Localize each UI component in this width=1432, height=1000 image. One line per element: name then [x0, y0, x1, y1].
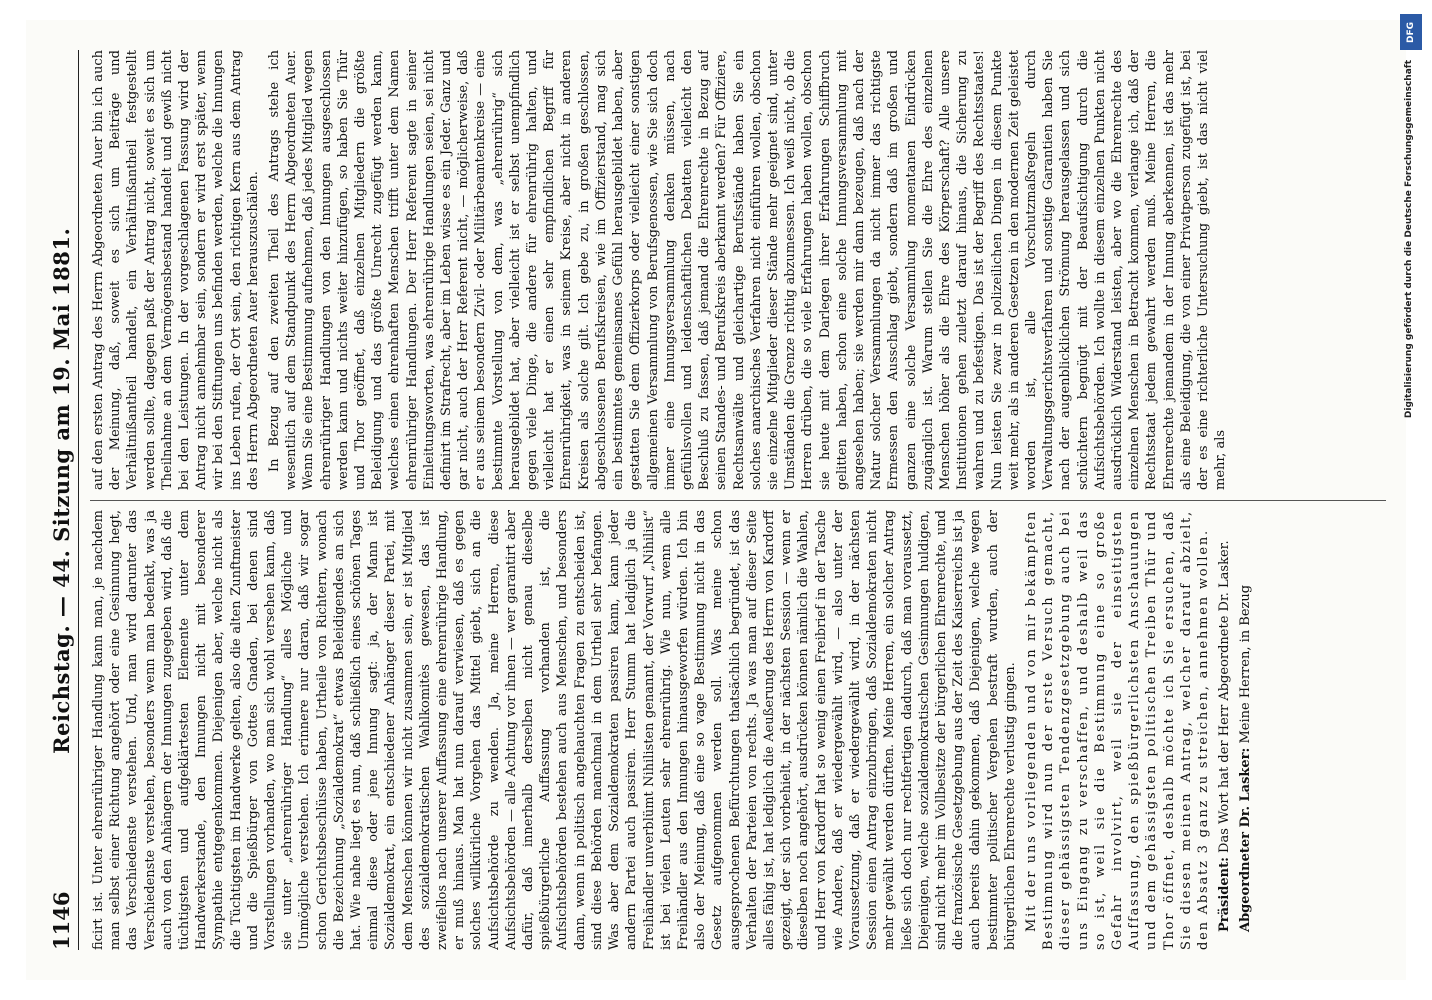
- right-column: [90, 50, 1386, 490]
- document-page: [26, 20, 1406, 980]
- digitization-credit: Digitalisierung gefördert durch die Deutsche Forschungsgemeinschaft: [1404, 60, 1414, 419]
- speaker-entry-president: [1216, 510, 1233, 950]
- running-title: Reichstag. — 44. Sitzung am 19. Mai 1881.: [48, 227, 74, 754]
- page-number: 1146: [48, 891, 74, 950]
- right-paragraph-1: auf den ersten Antrag des Herrn Abgeordneten Auer bin ich auch der Meinung, daß, soweit es sich um Beiträge und Verhältnißantheil handelt, ein Verhältnißantheil festgestellt werden sollte, dagegen paßt der Antrag nicht, soweit es sich um Theilnahme an dem Vermögensbestand handelt und gewiß nicht bei den Leistungen. In der vorgeschlagenen Fassung wird der Antrag nicht annehmbar sein, sondern er wird erst später, wenn wir bei den Stiftungen uns befinden werden, welche die Innungen ins Leben rufen, der Ort sein, den richtigen Kern aus dem Antrag des Herrn Abgeordneten Auer herauszuschälen.: [91, 50, 261, 490]
- right-paragraph-2: In Bezug auf den zweiten Theil des Antrags stehe ich wesentlich auf dem Standpunkt des Herrn Abgeordneten Auer. Wenn Sie eine Bestimmung aufnehmen, daß jedes Mitglied wegen ehrenrühriger Handlungen von den Innungen ausgeschlossen werden kann und nichts weiter hinzufügen, so haben Sie Thür und Thor geöffnet, daß einzelnen Mitgliedern die größte Beleidigung und das größte Unrecht zugefügt werden kann, welches einen ehrenhaften Menschen trifft unter dem Namen ehrenrühriger Handlungen. Der Herr Referent sagte in seiner Einleitungsworten, was ehrenrührige Handlungen seien, sei nicht definirt im Strafrecht, aber im Leben wisse es ein Jeder. Ganz und gar nicht, auch der Herr Referent nicht, — möglicherweise, daß er aus seinem besondern Zivil- oder Militärbeamtenkreise — eine bestimmte Vorstellung von dem, was „ehrenrührig“ sich herausgebildet hat, aber vielleicht ist er selbst unempfindlich gegen viele Dinge, die andere für ehrenrührig halten, und vielleicht hat er einen sehr empfindlichen Begriff für Ehrenrührigkeit, was in seinem Kreise, aber nicht in anderen Kreisen als solche gilt. Ich gebe zu, in großen geschlossen, abgeschlossenen Berufskreisen, wie im Offizierstand, mag sich ein bestimmtes gemeinsames Gefühl herausgebildet haben, aber gestatten Sie dem Offizierkorps oder vielleicht einer sonstigen allgemeinen Versammlung von Berufsgenossen, wie Sie sich doch immer eine Innungsversammlung denken müssen, nach gefühlsvollen und leidenschaftlichen Debatten vielleicht den Beschluß zu fassen, daß jemand die Ehrenrechte in Bezug auf seinen Standes- und Berufskreis aberkannt werden? Für Offiziere, Rechtsanwälte und gleichartige Berufsstände haben Sie ein solches anarchisches Verfahren nicht einführen wollen, obschon sie einzelne Mitglieder dieser Stände mehr geeignet sind, unter Umständen die Grenze richtig abzumessen. Ich weiß nicht, ob die Herren drüben, die so viele Erfahrungen haben wollen, obschon sie heute mit dem Darlegen ihrer Erfahrungen Schiffbruch gelitten haben, schon eine solche Innungsversammlung mit angesehen haben; sie werden mir dann bezeugen, daß nach der Natur solcher Versammlungen da nicht immer das richtigste Ermessen den Ausschlag giebt, sondern daß im großen und ganzen eine solche Versammlung momentanen Eindrücken zugänglich ist. Warum stellen Sie die Ehre des einzelnen Menschen höher als die Ehre des Körperschaft? Alle unsere Institutionen gehen zuletzt darauf hinaus, die Sicherung zu wahren und zu befestigen. Das ist der Begriff des Rechtsstaates! Nun leisten Sie zwar in polizeilichen Dingen in diesem Punkte weit mehr, als in anderen Gesetzen in den modernen Zeit geleistet worden ist, alle Vorschutzmaßregeln durch Verwaltungsgerichtsverfahren und sonstige Garantien haben Sie nach der augenblicklichen Strömung herausgelassen und sich schüchtern begnügt mit der Beaufsichtigung durch die Aufsichtsbehörden. Ich wollte in diesem einzelnen Punkten nicht ausdrücklich Widerstand leisten, aber wo die Ehrenrechte des einzelnen Menschen in Betracht kommen, verlange ich, daß der Rechtsstaat jedem gewahrt werden muß. Meine Herren, die Ehrenrechte jemandem in der Innung aberkennen, ist das mehr als eine Beleidigung, die von einer Privatperson zugefügt ist, bei der es eine richterliche Untersuchung giebt, ist das nicht viel mehr, als: [267, 50, 1229, 490]
- left-column: [90, 510, 1386, 950]
- speaker-text: Meine Herren, in Bezug: [1238, 584, 1254, 744]
- speaker-label: Abgeordneter Dr. Lasker:: [1238, 747, 1254, 932]
- speaker-text: Das Wort hat der Herr Abgeordnete Dr. Lasker.: [1217, 540, 1233, 853]
- column-divider: [90, 500, 1386, 501]
- left-paragraph-1: ficirt ist. Unter ehrenrühriger Handlung kann man, je nachdem man selbst einer Richtung angehört oder eine Gesinnung hegt, das Verschiedenste verstehen. Und, man wird darunter das Verschiedenste verstehen, besonders wenn man bedenkt, was ja auch von den Anhängern der Innungen zugegeben wird, daß die tüchtigsten und aufgeklärtesten Elemente unter dem Handwerkerstande, den Innungen nicht mit besonderer Sympathie entgegenkommen. Diejenigen aber, welche nicht als die Tüchtigsten im Handwerke gelten, also die alten Zunftmeister und die Spießbürger von Gottes Gnaden, bei denen sind Vorstellungen vorhanden, wo man sich wohl versehen kann, daß sie unter „ehrenrühriger Handlung“ alles Mögliche und Unmögliche verstehen. Ich erinnere nur daran, daß wir sogar schon Gerichtsbeschlüsse haben, Urtheile von Richtern, wonach die Bezeichnung „Sozialdemokrat“ etwas Beleidigendes an sich hat. Wie nahe liegt es nun, daß schließlich eines schönen Tages einmal diese oder jene Innung sagt: ja, der Mann ist Sozialdemokrat, ein entschiedener Anhänger dieser Partei, mit dem Menschen können wir nicht zusammen sein, er ist Mitglied des sozialdemokratischen Wahlkomitès gewesen, das ist zweifellos nach unserer Auffassung eine ehrenrührige Handlung, er muß hinaus. Man hat nun darauf verwiesen, daß es gegen solches willkürliche Vorgehen das Mittel giebt, sich an die Aufsichtsbehörde zu wenden. Ja, meine Herren, diese Aufsichtsbehörden — alle Achtung vor ihnen — wer garantirt aber dafür, daß innerhalb derselben nicht genau dieselbe spießbürgerliche Auffassung vorhanden ist, die Aufsichtsbehörden bestehen auch aus Menschen, und besonders dann, wenn in politisch angehauchten Fragen zu entscheiden ist, sind diese Behörden manchmal in dem Urtheil sehr befangen. Was aber dem Sozialdemokraten passiren kann, kann jeder andern Partei auch passiren. Herr Stumm hat lediglich ja die Freihändler unverblümt Nihilisten genannt, der Vorwurf „Nihilist“ ist bei vielen Leuten sehr ehrenrührig. Wie nun, wenn alle Freihändler aus den Innungen hinausgeworfen würden. Ich bin also der Meinung, daß eine so vage Bestimmung nicht in das Gesetz aufgenommen werden soll. Was meine schon ausgesprochenen Befürchtungen thatsächlich begründet, ist das Verhalten der Parteien von rechts. Ja was man auf dieser Seite alles fähig ist, hat lediglich die Aeußerung des Herrn von Kardorff gezeigt, der sich vorbehielt, in der nächsten Session — wenn er dieselben noch angehört, ausdrücken können nämlich die Wahlen, und Herr von Kardorff hat so wenig einen Freibrief in der Tasche wie Andere, daß er wiedergewählt wird, — also unter der Voraussetzung, daß er wiedergewählt wird, in der nächsten Session einen Antrag einzubringen, daß Sozialdemokraten nicht mehr gewählt werden dürften. Meine Herren, ein solcher Antrag ließe sich doch nur rechtfertigen dadurch, daß man voraussetzt, Diejenigen, welche sozialdemokratischen Gesinnungen huldigen, sind nicht mehr im Vollbesitze der bürgerlichen Ehrenrechte, und die französische Gesetzgebung aus der Zeit des Kaiserreichs ist ja auch bereits dahin gekommen, daß Diejenigen, welche wegen bestimmter politischer Vergehen bestraft wurden, auch der bürgerlichen Ehrenrechte verlustig gingen.: [91, 510, 1018, 950]
- left-paragraph-2: Mit der uns vorliegenden und von mir bekämpften Bestimmung wird nun der erste Versuch gemacht, dieser gehässigsten Tendenzgesetzgebung auch bei uns Eingang zu verschaffen, und deshalb weil das so ist, weil sie die Bestimmung eine so große Gefahr involvirt, weil sie der einseitigsten Auffassung, den spießbürgerlichsten Anschauungen und dem gehässigsten politischen Treiben Thür und Thor öffnet, deshalb möchte ich Sie ersuchen, daß Sie diesen meinen Antrag, welcher darauf abzielt, den Absatz 3 ganz zu streichen, annehmen wollen.: [1023, 510, 1211, 950]
- page-header: [44, 50, 79, 950]
- dfg-logo: DFG: [1400, 14, 1422, 50]
- speaker-label: Präsident:: [1217, 857, 1233, 932]
- speaker-entry-lasker: [1237, 510, 1254, 950]
